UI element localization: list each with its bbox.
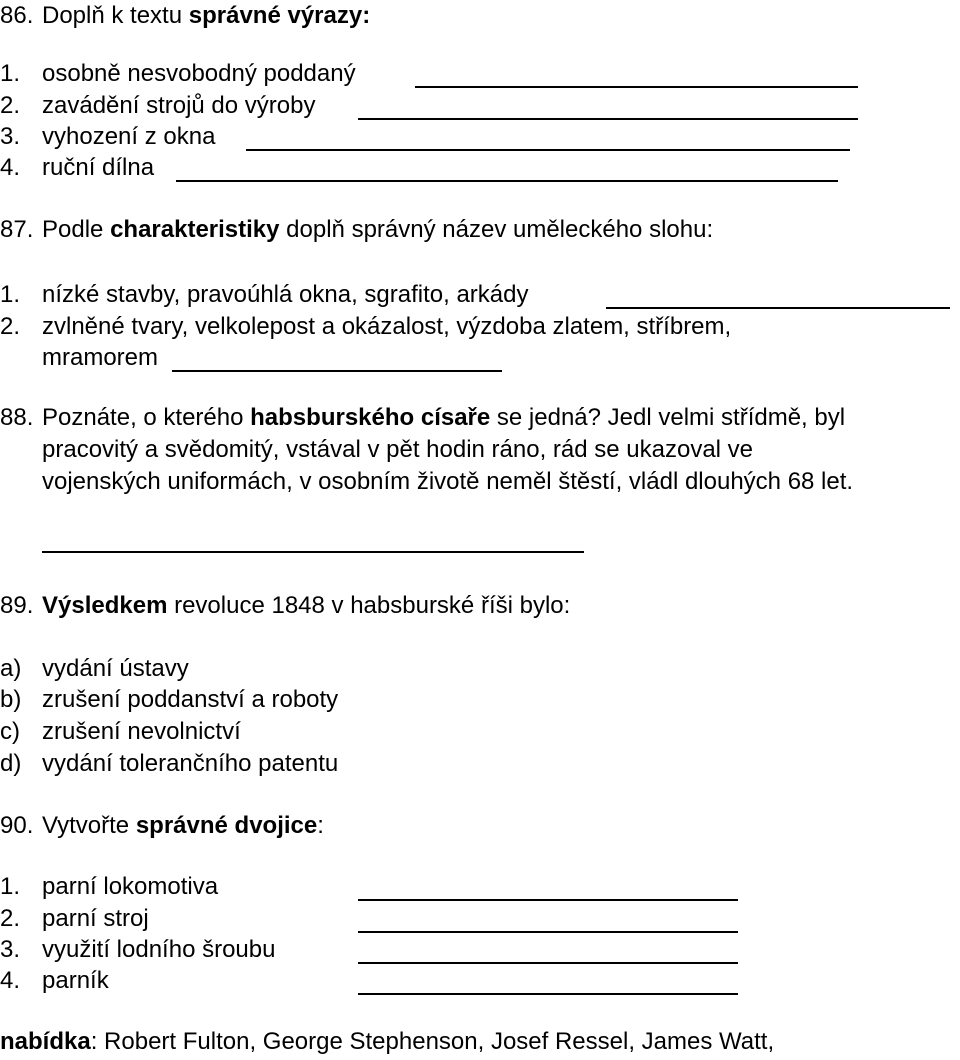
item-text: zavádění strojů do výroby bbox=[42, 92, 316, 119]
item-text: parní stroj bbox=[42, 905, 149, 932]
offer-text: : Robert Fulton, George Stephenson, Josef Ressel, James Watt, bbox=[90, 1028, 775, 1055]
q87-answer-blank-1[interactable] bbox=[606, 307, 950, 309]
q87-item-2 bbox=[0, 313, 731, 341]
q90-bold: správné dvojice bbox=[135, 812, 318, 839]
q87-item-2-continuation: mramorem bbox=[42, 344, 159, 371]
option-letter: b) bbox=[0, 686, 22, 713]
q89-option-b[interactable] bbox=[0, 686, 338, 714]
item-number: 2. bbox=[0, 92, 21, 119]
q88-rest: se jedná? Jedl velmi střídmě, byl bbox=[490, 404, 846, 431]
item-text: parník bbox=[42, 967, 109, 994]
q86-intro: Doplň k textu bbox=[42, 2, 189, 29]
item-number: 2. bbox=[0, 313, 21, 340]
item-number: 1. bbox=[0, 873, 21, 900]
q86-bold: správné výrazy: bbox=[188, 2, 371, 29]
q90-offer bbox=[0, 1028, 774, 1056]
q87-rest: doplň správný název uměleckého slohu: bbox=[279, 216, 714, 243]
q89-heading bbox=[0, 592, 570, 620]
q88-line-3: vojenských uniformách, v osobním životě neměl štěstí, vládl dlouhých 68 let. bbox=[42, 468, 854, 495]
q86-answer-blank-1[interactable] bbox=[415, 86, 858, 88]
item-number: 1. bbox=[0, 281, 21, 308]
q86-heading bbox=[0, 2, 370, 30]
item-text: nízké stavby, pravoúhlá okna, sgrafito, arkády bbox=[42, 281, 529, 308]
q90-item-2 bbox=[0, 905, 149, 933]
q90-item-1 bbox=[0, 873, 218, 901]
option-letter: a) bbox=[0, 655, 22, 682]
q89-option-c[interactable] bbox=[0, 718, 241, 746]
item-text: osobně nesvobodný poddaný bbox=[42, 60, 356, 87]
q87-bold: charakteristiky bbox=[110, 216, 280, 243]
q86-answer-blank-2[interactable] bbox=[358, 118, 858, 120]
item-number: 4. bbox=[0, 154, 21, 181]
q87-item-1 bbox=[0, 281, 528, 309]
item-text: využití lodního šroubu bbox=[42, 936, 276, 963]
q86-answer-blank-4[interactable] bbox=[176, 180, 838, 182]
q89-option-d[interactable] bbox=[0, 750, 338, 778]
q89-option-a[interactable] bbox=[0, 655, 189, 683]
q87-answer-blank-2[interactable] bbox=[172, 370, 502, 372]
item-number: 3. bbox=[0, 123, 21, 150]
item-number: 2. bbox=[0, 905, 21, 932]
item-number: 3. bbox=[0, 936, 21, 963]
q86-item-4 bbox=[0, 154, 154, 182]
q88-heading bbox=[0, 404, 845, 432]
q90-answer-blank-4[interactable] bbox=[358, 993, 738, 995]
option-text: vydání tolerančního patentu bbox=[42, 750, 339, 777]
q88-number: 88. bbox=[0, 404, 34, 431]
option-letter: c) bbox=[0, 718, 20, 745]
q89-rest: revoluce 1848 v habsburské říši bylo: bbox=[167, 592, 571, 619]
q86-item-3 bbox=[0, 123, 215, 151]
q89-bold: Výsledkem bbox=[42, 592, 168, 619]
q90-heading bbox=[0, 812, 324, 840]
q86-number: 86. bbox=[0, 2, 34, 29]
item-text: parní lokomotiva bbox=[42, 873, 219, 900]
offer-label: nabídka bbox=[0, 1028, 91, 1055]
option-letter: d) bbox=[0, 750, 22, 777]
q88-answer-blank[interactable] bbox=[42, 551, 584, 553]
item-number: 4. bbox=[0, 967, 21, 994]
item-text: zvlněné tvary, velkolepost a okázalost, výzdoba zlatem, stříbrem, bbox=[42, 313, 732, 340]
q86-item-2 bbox=[0, 92, 315, 120]
q90-intro: Vytvořte bbox=[42, 812, 136, 839]
option-text: vydání ústavy bbox=[42, 655, 189, 682]
q88-bold: habsburského císaře bbox=[250, 404, 491, 431]
q90-item-3 bbox=[0, 936, 275, 964]
q90-rest: : bbox=[317, 812, 324, 839]
item-text: ruční dílna bbox=[42, 154, 155, 181]
q88-intro: Poznáte, o kterého bbox=[42, 404, 251, 431]
item-text: vyhození z okna bbox=[42, 123, 216, 150]
q87-heading bbox=[0, 216, 713, 244]
option-text: zrušení nevolnictví bbox=[42, 718, 241, 745]
q90-number: 90. bbox=[0, 812, 34, 839]
q90-answer-blank-1[interactable] bbox=[358, 899, 738, 901]
q87-intro: Podle bbox=[42, 216, 111, 243]
q86-answer-blank-3[interactable] bbox=[246, 149, 850, 151]
q86-item-1 bbox=[0, 60, 356, 88]
q89-number: 89. bbox=[0, 592, 34, 619]
q90-item-4 bbox=[0, 967, 109, 995]
q88-line-2: pracovitý a svědomitý, vstával v pět hodin ráno, rád se ukazoval ve bbox=[42, 436, 754, 463]
item-number: 1. bbox=[0, 60, 21, 87]
q90-answer-blank-2[interactable] bbox=[358, 931, 738, 933]
q87-number: 87. bbox=[0, 216, 34, 243]
q90-answer-blank-3[interactable] bbox=[358, 962, 738, 964]
option-text: zrušení poddanství a roboty bbox=[42, 686, 339, 713]
